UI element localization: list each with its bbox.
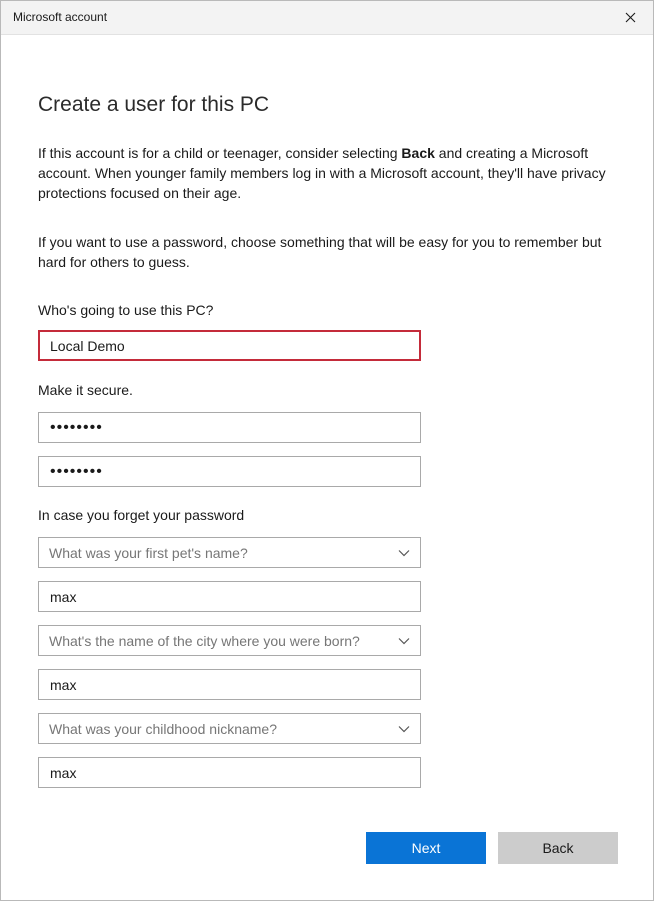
security-question-2-placeholder: What's the name of the city where you were born? — [49, 632, 360, 649]
security-answer-3-input[interactable] — [38, 757, 421, 788]
child-account-note — [38, 143, 621, 203]
security-question-3-select[interactable] — [38, 713, 421, 744]
security-question-3-placeholder: What was your childhood nickname? — [49, 720, 278, 737]
close-button[interactable] — [607, 1, 653, 34]
back-button[interactable]: Back — [498, 832, 618, 864]
secure-label: Make it secure. — [38, 382, 133, 398]
password-tip: If you want to use a password, choose something that will be easy for you to remember but hard for others to guess. — [38, 234, 602, 270]
security-answer-2-input[interactable] — [38, 669, 421, 700]
security-answer-1-input[interactable] — [38, 581, 421, 612]
close-icon — [625, 12, 636, 23]
title-bar — [1, 1, 653, 35]
confirm-password-input[interactable] — [38, 456, 421, 487]
chevron-down-icon — [398, 549, 410, 557]
security-question-1-placeholder: What was your first pet's name? — [49, 544, 248, 561]
note-text-after: and creating a Microsoft account. When younger family members log in with a Microsoft account, they'll have privacy protections focused on their age. — [38, 145, 606, 201]
security-question-2-select[interactable] — [38, 625, 421, 656]
recovery-label: In case you forget your password — [38, 507, 245, 523]
username-label: Who's going to use this PC? — [38, 302, 214, 318]
note-back-emphasis: Back — [401, 145, 435, 161]
window-title: Microsoft account — [13, 10, 108, 24]
chevron-down-icon — [398, 725, 410, 733]
chevron-down-icon — [398, 637, 410, 645]
username-input[interactable] — [38, 330, 421, 361]
page-title: Create a user for this PC — [38, 93, 270, 116]
next-button[interactable]: Next — [366, 832, 486, 864]
note-text-before: If this account is for a child or teenager, consider selecting — [38, 145, 402, 161]
security-question-1-select[interactable] — [38, 537, 421, 568]
password-input[interactable] — [38, 412, 421, 443]
